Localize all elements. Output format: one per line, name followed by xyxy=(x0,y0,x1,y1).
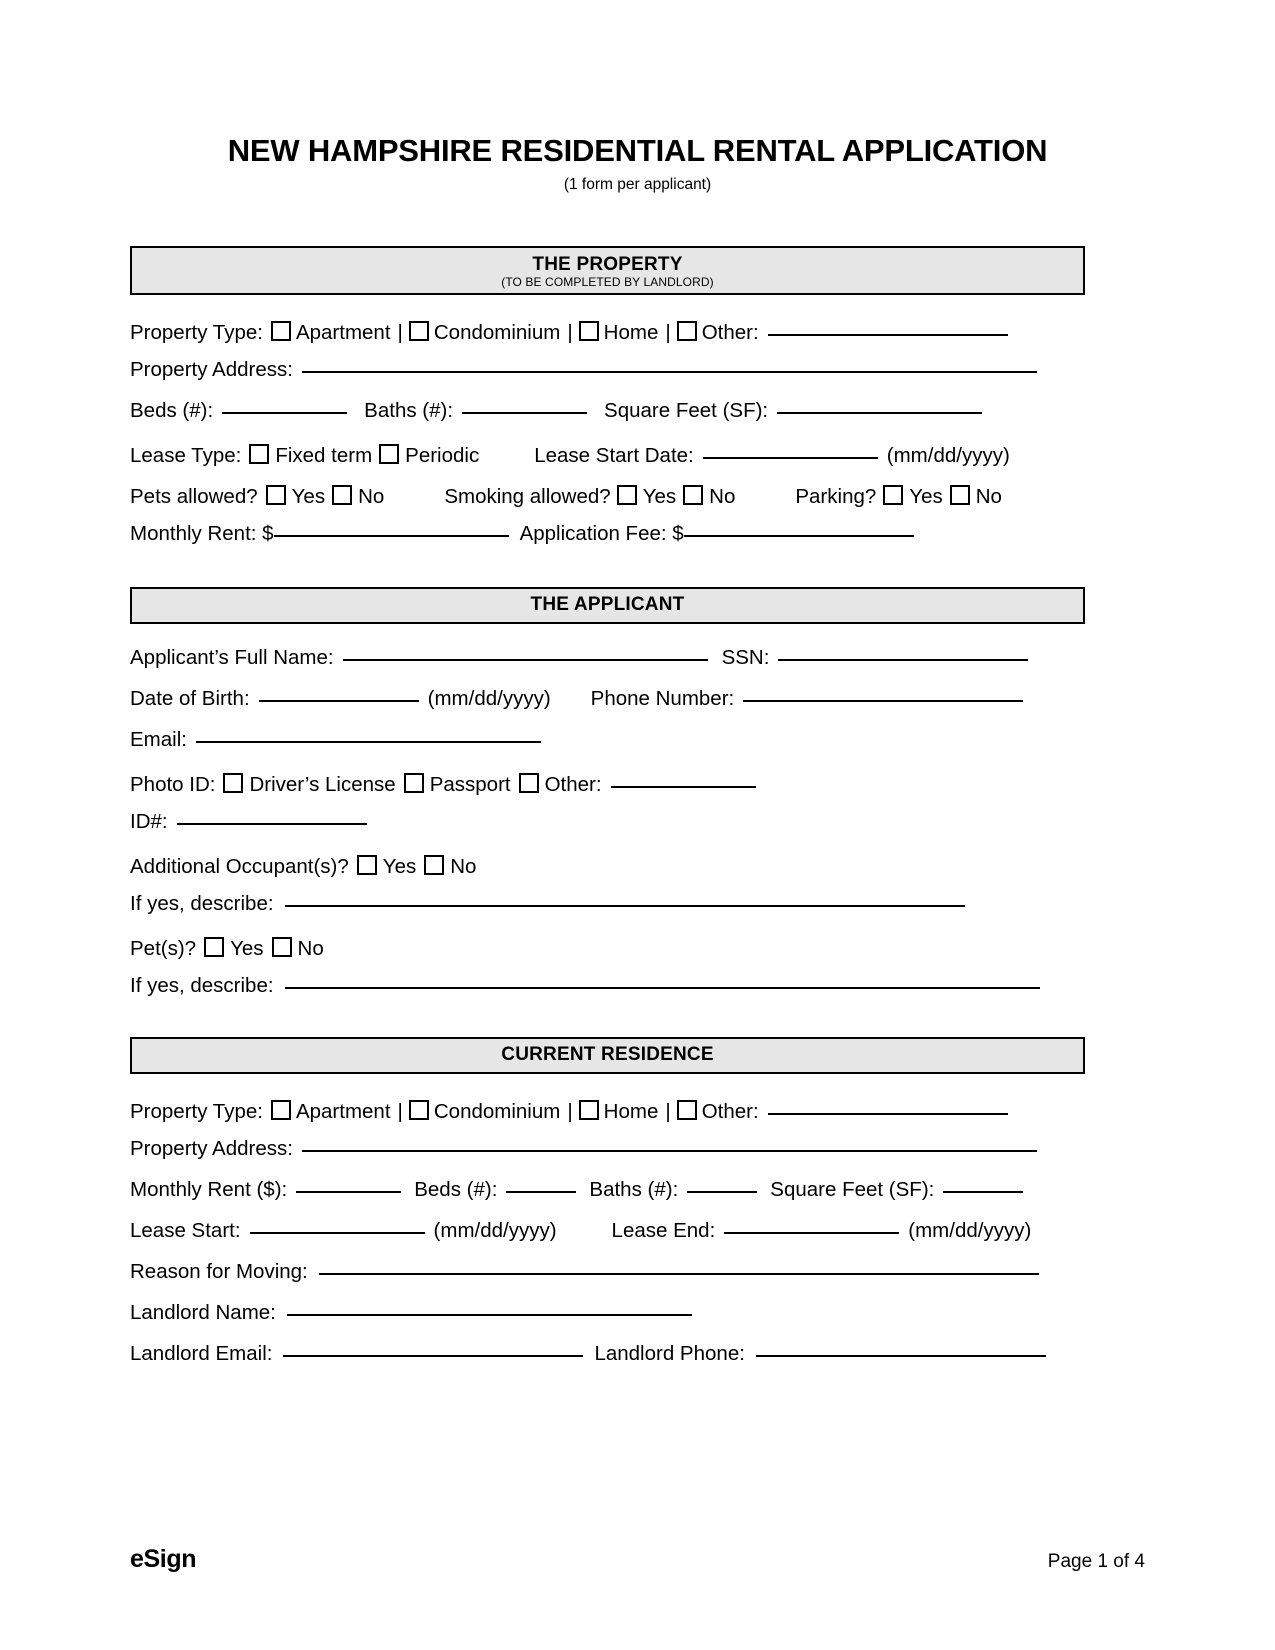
footer-brand-esign: eSign xyxy=(130,1545,197,1573)
checkbox-pets-no[interactable] xyxy=(272,937,292,957)
cr-lease-end-label: Lease End: xyxy=(611,1218,716,1242)
lease-type-label: Lease Type: xyxy=(130,444,242,468)
input-occupants-description[interactable] xyxy=(285,905,965,907)
checkbox-photo-id-passport[interactable] xyxy=(404,773,424,793)
row-property-address xyxy=(130,360,1145,401)
row-cr-property-type xyxy=(130,1098,1145,1139)
label-condominium: Condominium xyxy=(433,321,561,345)
label-parking-yes: Yes xyxy=(909,485,943,509)
input-photo-id-other[interactable] xyxy=(611,786,756,788)
checkbox-parking-no[interactable] xyxy=(950,485,970,505)
cr-beds-label: Beds (#): xyxy=(414,1177,498,1201)
email-label: Email: xyxy=(130,728,187,752)
separator-3: | xyxy=(665,321,671,345)
additional-occupants-label: Additional Occupant(s)? xyxy=(130,855,349,879)
cr-property-address-label: Property Address: xyxy=(130,1136,293,1160)
checkbox-property-type-home[interactable] xyxy=(579,321,599,341)
page-subtitle: (1 form per applicant) xyxy=(563,175,712,193)
row-applicant-name-ssn xyxy=(130,648,1145,689)
label-apartment: Apartment xyxy=(295,321,391,345)
label-cr-home: Home xyxy=(603,1099,659,1123)
if-yes-describe-occupants-label: If yes, describe: xyxy=(130,892,274,916)
separator-1: | xyxy=(397,321,403,345)
input-date-of-birth[interactable] xyxy=(259,700,419,702)
page-title: NEW HAMPSHIRE RESIDENTIAL RENTAL APPLICATION xyxy=(227,133,1048,168)
label-applicant-pets-no: No xyxy=(297,937,324,961)
row-occupants-describe xyxy=(130,894,1145,935)
row-allowances xyxy=(130,483,1145,524)
input-cr-landlord-name[interactable] xyxy=(287,1314,692,1316)
label-cr-condominium: Condominium xyxy=(433,1099,561,1123)
checkbox-cr-property-type-other[interactable] xyxy=(677,1100,697,1120)
input-property-address[interactable] xyxy=(302,371,1037,373)
row-beds-baths-sqft xyxy=(130,401,1145,442)
input-baths[interactable] xyxy=(462,412,587,414)
input-monthly-rent[interactable] xyxy=(274,535,509,537)
checkbox-lease-type-fixed-term[interactable] xyxy=(249,444,269,464)
checkbox-additional-occupants-no[interactable] xyxy=(424,855,444,875)
cr-landlord-name-label: Landlord Name: xyxy=(130,1300,276,1324)
cr-landlord-email-label: Landlord Email: xyxy=(130,1341,273,1365)
cr-monthly-rent-label: Monthly Rent ($): xyxy=(130,1177,288,1201)
row-cr-lease-dates xyxy=(130,1218,1145,1262)
input-cr-monthly-rent[interactable] xyxy=(296,1191,401,1193)
row-cr-reason-for-moving xyxy=(130,1259,1145,1303)
input-cr-landlord-phone[interactable] xyxy=(756,1355,1046,1357)
row-photo-id xyxy=(130,771,1145,812)
checkbox-cr-property-type-apartment[interactable] xyxy=(271,1100,291,1120)
label-cr-other: Other: xyxy=(701,1099,759,1123)
cr-separator-1: | xyxy=(397,1099,403,1123)
application-fee-label: Application Fee: $ xyxy=(519,522,684,546)
checkbox-lease-type-periodic[interactable] xyxy=(379,444,399,464)
label-periodic: Periodic xyxy=(405,444,480,468)
row-additional-occupants xyxy=(130,853,1145,894)
parking-label: Parking? xyxy=(795,485,877,509)
checkbox-property-type-apartment[interactable] xyxy=(271,321,291,341)
label-occupants-yes: Yes xyxy=(382,855,417,879)
checkbox-property-type-other[interactable] xyxy=(677,321,697,341)
checkbox-cr-property-type-home[interactable] xyxy=(579,1100,599,1120)
row-cr-property-address xyxy=(130,1136,1145,1180)
label-home: Home xyxy=(603,321,659,345)
applicant-fields xyxy=(130,648,1145,1017)
hint-cr-lease-start-format: (mm/dd/yyyy) xyxy=(433,1218,557,1242)
label-fixed-term: Fixed term xyxy=(275,444,373,468)
monthly-rent-label: Monthly Rent: $ xyxy=(130,522,274,546)
input-lease-start-date[interactable] xyxy=(703,457,878,459)
checkbox-smoking-allowed-no[interactable] xyxy=(683,485,703,505)
row-rent-fee xyxy=(130,524,1145,565)
separator-2: | xyxy=(567,321,573,345)
cr-landlord-phone-label: Landlord Phone: xyxy=(594,1341,745,1365)
checkbox-pets-allowed-no[interactable] xyxy=(332,485,352,505)
date-of-birth-label: Date of Birth: xyxy=(130,687,250,711)
checkbox-property-type-condominium[interactable] xyxy=(409,321,429,341)
sqft-label: Square Feet (SF): xyxy=(604,399,769,423)
checkbox-pets-yes[interactable] xyxy=(204,937,224,957)
label-other: Other: xyxy=(701,321,759,345)
input-ssn[interactable] xyxy=(778,659,1028,661)
section-title-applicant: THE APPLICANT xyxy=(530,594,685,616)
section-header-current-residence xyxy=(130,1037,1085,1074)
phone-number-label: Phone Number: xyxy=(590,687,735,711)
input-cr-baths[interactable] xyxy=(687,1191,757,1193)
checkbox-cr-property-type-condominium[interactable] xyxy=(409,1100,429,1120)
hint-date-format: (mm/dd/yyyy) xyxy=(886,444,1010,468)
if-yes-describe-pets-label: If yes, describe: xyxy=(130,974,274,998)
property-address-label: Property Address: xyxy=(130,358,293,382)
property-type-label: Property Type: xyxy=(130,321,263,345)
checkbox-smoking-allowed-yes[interactable] xyxy=(617,485,637,505)
checkbox-parking-yes[interactable] xyxy=(883,485,903,505)
page-footer xyxy=(130,1545,1145,1574)
label-applicant-pets-yes: Yes xyxy=(230,937,264,961)
input-cr-lease-start[interactable] xyxy=(250,1232,425,1234)
input-cr-reason-for-moving[interactable] xyxy=(319,1273,1039,1275)
label-photo-id-other: Other: xyxy=(544,773,602,797)
row-email xyxy=(130,730,1145,771)
input-id-number[interactable] xyxy=(177,823,367,825)
cr-separator-3: | xyxy=(665,1099,671,1123)
input-cr-property-address[interactable] xyxy=(302,1150,1037,1152)
cr-reason-for-moving-label: Reason for Moving: xyxy=(130,1259,308,1283)
checkbox-photo-id-drivers-license[interactable] xyxy=(223,773,243,793)
input-phone-number[interactable] xyxy=(743,700,1023,702)
label-parking-no: No xyxy=(975,485,1002,509)
photo-id-label: Photo ID: xyxy=(130,773,216,797)
checkbox-photo-id-other[interactable] xyxy=(519,773,539,793)
row-cr-rent-beds-baths-sqft xyxy=(130,1177,1145,1221)
row-pets xyxy=(130,935,1145,976)
applicant-full-name-label: Applicant’s Full Name: xyxy=(130,646,334,670)
input-cr-beds[interactable] xyxy=(506,1191,576,1193)
row-cr-landlord-name xyxy=(130,1300,1145,1344)
input-cr-square-feet[interactable] xyxy=(943,1191,1023,1193)
section-subtitle-property: (TO BE COMPLETED BY LANDLORD) xyxy=(501,275,714,290)
section-header-applicant xyxy=(130,587,1085,624)
row-id-number xyxy=(130,812,1145,853)
input-square-feet[interactable] xyxy=(777,412,982,414)
row-dob-phone xyxy=(130,689,1145,730)
cr-lease-start-label: Lease Start: xyxy=(130,1218,241,1242)
label-cr-apartment: Apartment xyxy=(295,1099,391,1123)
checkbox-pets-allowed-yes[interactable] xyxy=(266,485,286,505)
row-cr-landlord-contact xyxy=(130,1341,1145,1385)
checkbox-additional-occupants-yes[interactable] xyxy=(357,855,377,875)
current-residence-fields xyxy=(130,1098,1145,1385)
hint-dob-format: (mm/dd/yyyy) xyxy=(427,687,551,711)
pets-label: Pet(s)? xyxy=(130,937,197,961)
hint-cr-lease-end-format: (mm/dd/yyyy) xyxy=(908,1218,1032,1242)
input-cr-landlord-email[interactable] xyxy=(283,1355,583,1357)
cr-separator-2: | xyxy=(567,1099,573,1123)
label-pets-no: No xyxy=(358,485,385,509)
input-application-fee[interactable] xyxy=(684,535,914,537)
property-fields xyxy=(130,319,1145,565)
beds-label: Beds (#): xyxy=(130,399,214,423)
label-smoking-yes: Yes xyxy=(642,485,677,509)
row-lease-type xyxy=(130,442,1145,483)
input-applicant-full-name[interactable] xyxy=(343,659,708,661)
lease-start-date-label: Lease Start Date: xyxy=(534,444,694,468)
label-pets-yes: Yes xyxy=(291,485,326,509)
cr-property-type-label: Property Type: xyxy=(130,1099,263,1123)
input-beds[interactable] xyxy=(222,412,347,414)
input-cr-lease-end[interactable] xyxy=(724,1232,899,1234)
input-pets-description[interactable] xyxy=(285,987,1040,989)
section-header-property xyxy=(130,246,1085,296)
input-property-type-other[interactable] xyxy=(768,334,1008,336)
input-email[interactable] xyxy=(196,741,541,743)
baths-label: Baths (#): xyxy=(364,399,454,423)
smoking-allowed-label: Smoking allowed? xyxy=(444,485,611,509)
id-number-label: ID#: xyxy=(130,810,168,834)
label-smoking-no: No xyxy=(709,485,736,509)
cr-baths-label: Baths (#): xyxy=(589,1177,679,1201)
label-drivers-license: Driver’s License xyxy=(249,773,396,797)
row-property-type xyxy=(130,319,1145,360)
label-passport: Passport xyxy=(429,773,511,797)
pets-allowed-label: Pets allowed? xyxy=(130,485,258,509)
ssn-label: SSN: xyxy=(721,646,770,670)
label-occupants-no: No xyxy=(450,855,477,879)
input-cr-property-type-other[interactable] xyxy=(768,1113,1008,1115)
footer-page-number: Page 1 of 4 xyxy=(1047,1551,1145,1572)
section-title-property: THE PROPERTY xyxy=(532,253,683,275)
cr-sqft-label: Square Feet (SF): xyxy=(770,1177,935,1201)
row-pets-describe xyxy=(130,976,1145,1017)
section-title-current-residence: CURRENT RESIDENCE xyxy=(501,1044,714,1066)
